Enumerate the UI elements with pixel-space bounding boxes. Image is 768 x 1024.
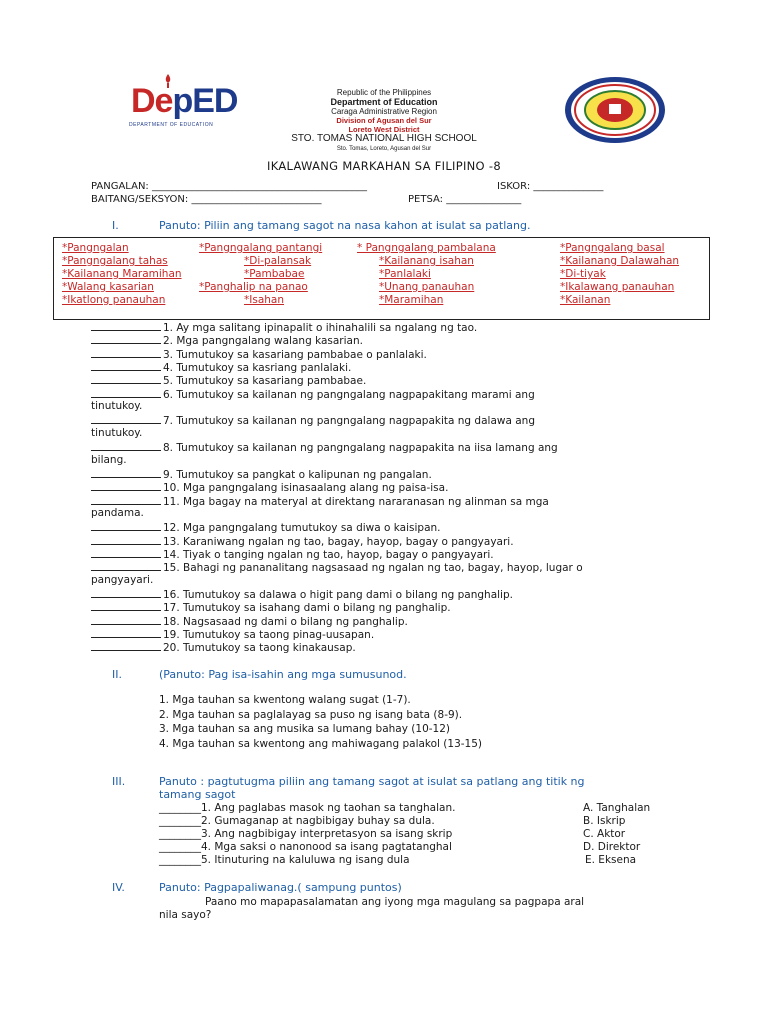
choice-item: *Pangngalang tahas: [62, 255, 168, 267]
question-text: tinutukoy.: [91, 426, 143, 439]
choice-item: *Ikatlong panauhan: [62, 294, 166, 306]
choice-item: *Walang kasarian: [62, 281, 154, 293]
question-text: 17. Tumutukoy sa isahang dami o bilang ng panghalip.: [163, 602, 451, 615]
header-district: Loreto West District: [348, 125, 420, 134]
choice-item: *Pangngalang pantangi: [199, 242, 323, 254]
question-text: 6. Tumutukoy sa kailanan ng pangngalang nagpapakitang marami ang: [163, 388, 535, 401]
matching-item[interactable]: ________5. Itinuturing na kaluluwa ng isang dula: [159, 854, 410, 866]
header-school: STO. TOMAS NATIONAL HIGH SCHOOL: [291, 133, 477, 144]
question-continuation: [91, 454, 127, 466]
deped-logo-subtitle: DEPARTMENT OF EDUCATION: [129, 122, 214, 128]
answer-blank[interactable]: [91, 614, 161, 625]
enumeration-item: 4. Mga tauhan sa kwentong ang mahiwagang palakol (13-15): [159, 737, 483, 750]
question-item: [91, 520, 441, 534]
answer-blank[interactable]: [91, 520, 161, 531]
question-item: [91, 494, 549, 508]
enumeration-item: 3. Mga tauhan sa ang musika sa lumang bahay (10-12): [159, 723, 450, 735]
iskor-field[interactable]: ISKOR: ______________: [497, 181, 604, 192]
question-item: [91, 627, 374, 641]
answer-blank[interactable]: [91, 347, 161, 358]
question-item: [91, 467, 432, 481]
question-text: 16. Tumutukoy sa dalawa o higit pang dami o bilang ng panghalip.: [163, 589, 513, 601]
petsa-field[interactable]: PETSA: _______________: [408, 194, 522, 205]
question-item: [91, 413, 535, 427]
choice-item: *Pambabae: [244, 268, 305, 280]
section-4-instruction: Panuto: Pagpapaliwanag.( sampung puntos): [159, 881, 402, 894]
question-item: [91, 360, 351, 374]
question-text: 14. Tiyak o tanging ngalan ng tao, hayop, bagay o pangyayari.: [163, 548, 494, 561]
matching-item[interactable]: ________3. Ang nagbibigay interpretasyon sa isang skrip: [159, 828, 453, 840]
question-text: 15. Bahagi ng pananalitang nagsasaad ng ngalan ng tao, bagay, hayop, lugar o: [163, 562, 583, 575]
question-text: 9. Tumutukoy sa pangkat o kalipunan ng pangalan.: [163, 468, 432, 481]
question-text: bilang.: [91, 453, 127, 466]
choice-item: *Maramihan: [379, 294, 444, 306]
enumeration-item: 1. Mga tauhan sa kwentong walang sugat (1-7).: [159, 694, 411, 706]
answer-blank[interactable]: [91, 360, 161, 371]
answer-blank[interactable]: [91, 547, 161, 558]
choice-item: *Kailanang Maramihan: [62, 268, 182, 280]
question-text: pangyayari.: [91, 573, 154, 586]
matching-item[interactable]: ________4. Mga saksi o nanonood sa isang pagtatanghal: [159, 841, 452, 853]
answer-blank[interactable]: [91, 600, 161, 611]
header-division: Division of Agusan del Sur: [336, 116, 432, 125]
question-text: pandama.: [91, 506, 144, 519]
header-address: Sto. Tomas, Loreto, Agusan del Sur: [336, 146, 432, 152]
question-continuation: [91, 507, 144, 519]
question-item: [91, 320, 477, 334]
question-item: [91, 600, 451, 614]
answer-blank[interactable]: [91, 333, 161, 344]
question-item: [91, 480, 448, 494]
section-2-number: II.: [112, 668, 122, 681]
answer-blank[interactable]: [91, 413, 161, 424]
question-text: 2. Mga pangngalang walang kasarian.: [163, 335, 363, 348]
question-continuation: [91, 427, 142, 439]
enumeration-item: 2. Mga tauhan sa paglalayag sa puso ng isang bata (8-9).: [159, 708, 463, 721]
choice-item: *Panlalaki: [379, 268, 431, 280]
pangalan-field[interactable]: PANGALAN: ___________________________________________: [91, 181, 367, 192]
section-1-number: I.: [112, 219, 119, 232]
question-item: [91, 614, 408, 628]
question-text: tinutukoy.: [91, 400, 143, 413]
answer-blank[interactable]: [91, 560, 161, 571]
question-item: [91, 387, 535, 401]
matching-answer: B. Iskrip: [583, 815, 626, 827]
choice-item: *Panghalip na panao: [199, 281, 308, 293]
question-item: [91, 440, 558, 454]
question-text: 10. Mga pangngalang isinasaalang alang ng paisa-isa.: [163, 482, 449, 495]
question-item: [91, 587, 513, 601]
matching-answer: D. Direktor: [583, 841, 641, 853]
section-1-instruction: Panuto: Piliin ang tamang sagot na nasa kahon at isulat sa patlang.: [159, 219, 531, 232]
essay-question-line-2: nila sayo?: [159, 909, 212, 921]
answer-blank[interactable]: [91, 440, 161, 451]
question-text: 3. Tumutukoy sa kasariang pambabae o panlalaki.: [163, 348, 427, 361]
matching-answer: C. Aktor: [583, 828, 626, 840]
choice-item: *Kailanan: [560, 294, 611, 306]
question-text: 11. Mga bagay na materyal at direktang nararanasan ng alinman sa mga: [163, 495, 549, 508]
section-3-instruction-cont: tamang sagot: [159, 788, 236, 801]
question-text: 12. Mga pangngalang tumutukoy sa diwa o kaisipan.: [163, 522, 441, 535]
choice-item: *Ikalawang panauhan: [560, 281, 675, 293]
choice-item: *Unang panauhan: [379, 281, 475, 293]
essay-question-line-1: Paano mo mapapasalamatan ang iyong mga magulang sa pagpapa aral: [205, 896, 585, 908]
answer-blank[interactable]: [91, 494, 161, 505]
question-text: 18. Nagsasaad ng dami o bilang ng panghalip.: [163, 615, 408, 628]
section-3-instruction: Panuto : pagtutugma piliin ang tamang sagot at isulat sa patlang ang titik ng: [159, 775, 585, 788]
answer-blank[interactable]: [91, 534, 161, 545]
question-text: 20. Tumutukoy sa taong kinakausap.: [163, 642, 356, 655]
question-text: 1. Ay mga salitang ipinapalit o ihinahalili sa ngalang ng tao.: [163, 322, 478, 334]
question-item: [91, 333, 363, 347]
question-item: [91, 547, 494, 561]
answer-blank[interactable]: [91, 587, 161, 598]
question-text: 19. Tumutukoy sa taong pinag-uusapan.: [163, 629, 375, 642]
section-4-number: IV.: [112, 881, 125, 894]
answer-blank[interactable]: [91, 373, 161, 384]
deped-wordmark: DepED: [131, 82, 238, 120]
answer-blank[interactable]: [91, 320, 161, 331]
baitang-field[interactable]: BAITANG/SEKSYON: __________________________: [91, 194, 322, 205]
exam-title: IKALAWANG MARKAHAN SA FILIPINO -8: [267, 159, 501, 173]
answer-blank[interactable]: [91, 467, 161, 478]
question-continuation: [91, 400, 142, 412]
choice-item: *Pangngalang basal: [560, 242, 665, 254]
choice-item: *Di-palansak: [244, 255, 312, 267]
question-item: [91, 534, 514, 548]
choice-item: *Isahan: [244, 294, 284, 306]
matching-answer: E. Eksena: [585, 854, 637, 866]
question-text: 7. Tumutukoy sa kailanan ng pangngalang nagpapakita ng dalawa ang: [163, 415, 535, 428]
question-item: [91, 640, 356, 654]
choice-item: *Di-tiyak: [560, 268, 606, 280]
section-2-instruction: (Panuto: Pag isa-isahin ang mga sumusunod.: [159, 668, 407, 681]
choice-item: * Pangngalang pambalana: [357, 242, 496, 254]
matching-item[interactable]: ________1. Ang paglabas masok ng taohan sa tanghalan.: [159, 802, 456, 814]
header-region: Caraga Administrative Region: [331, 107, 437, 116]
question-text: 13. Karaniwang ngalan ng tao, bagay, hayop, bagay o pangyayari.: [163, 535, 514, 548]
answer-blank[interactable]: [91, 627, 161, 638]
answer-blank[interactable]: [91, 387, 161, 398]
question-item: [91, 560, 583, 574]
header-republic: Republic of the Philippines: [336, 88, 432, 97]
question-item: [91, 373, 366, 387]
matching-answer: A. Tanghalan: [583, 802, 651, 814]
answer-blank[interactable]: [91, 480, 161, 491]
question-continuation: [91, 574, 153, 586]
choice-item: *Kailanang Dalawahan: [560, 255, 680, 267]
choice-item: *Pangngalan: [62, 242, 129, 254]
question-text: 8. Tumutukoy sa kailanan ng pangngalang nagpapakita na iisa lamang ang: [163, 442, 558, 455]
choice-item: *Kailanang isahan: [379, 255, 474, 267]
question-text: 4. Tumutukoy sa kasriang panlalaki.: [163, 362, 352, 375]
section-3-number: III.: [112, 775, 126, 788]
question-text: 5. Tumutukoy sa kasariang pambabae.: [163, 375, 367, 388]
matching-item[interactable]: ________2. Gumaganap at nagbibigay buhay sa dula.: [159, 815, 435, 827]
question-item: [91, 347, 427, 361]
answer-blank[interactable]: [91, 640, 161, 651]
header-department: Department of Education: [330, 97, 438, 107]
